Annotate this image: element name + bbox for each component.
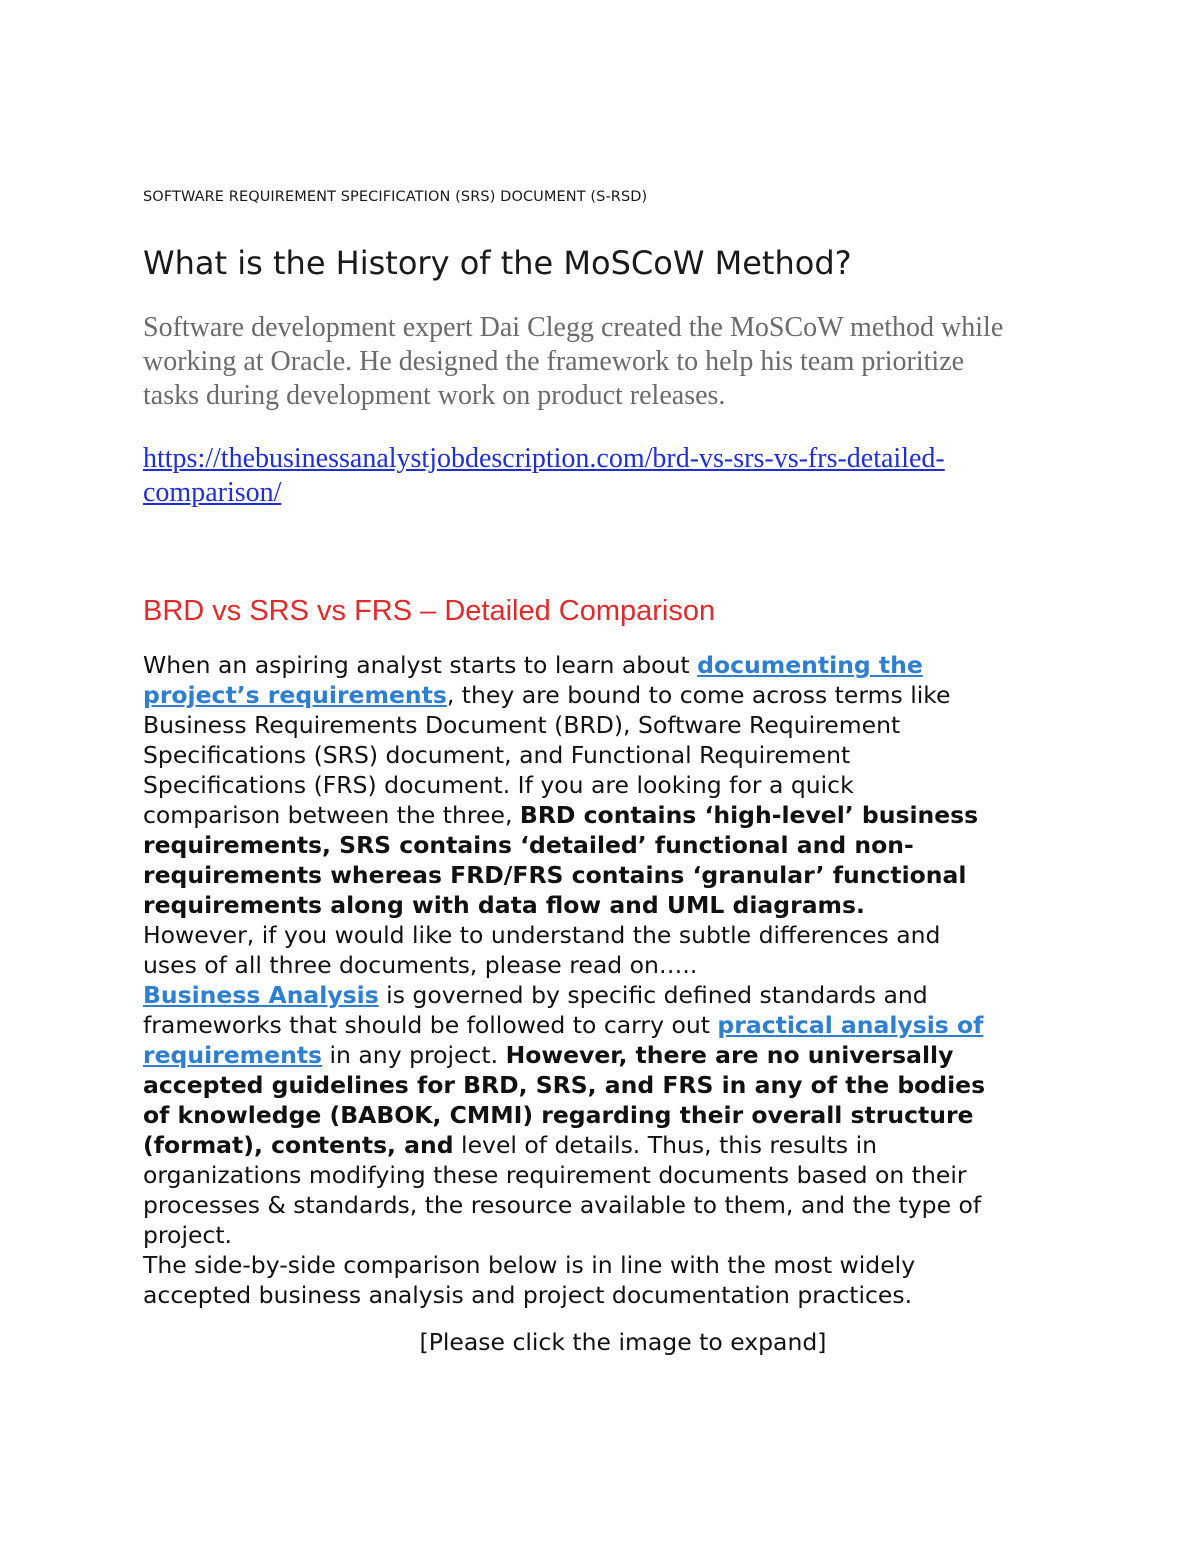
bold-text: accepted guidelines for BRD, SRS, and FRS in any of the bodies — [143, 1071, 986, 1099]
body-line — [143, 830, 1103, 860]
bold-text: BRD contains ‘high-level’ business — [519, 801, 979, 829]
body-line — [143, 1040, 1103, 1070]
bold-text: requirements along with data flow and UML diagrams. — [143, 891, 865, 919]
body-line: The side-by-side comparison below is in line with the most widely — [143, 1251, 916, 1279]
bold-text: However, there are no universally — [505, 1041, 954, 1069]
url-line[interactable]: https://thebusinessanalystjobdescription.com/brd-vs-srs-vs-frs-detailed- — [143, 443, 945, 474]
documenting-requirements-link[interactable]: project’s requirements — [143, 681, 447, 709]
bold-text: of knowledge (BABOK, CMMI) regarding their overall structure — [143, 1101, 974, 1129]
body-line: accepted business analysis and project documentation practices. — [143, 1281, 913, 1309]
body-line: However, if you would like to understand the subtle differences and — [143, 921, 941, 949]
intro-line: tasks during development work on product releases. — [143, 380, 726, 411]
body-line: Specifications (FRS) document. If you are looking for a quick — [143, 771, 854, 799]
comparison-url-link[interactable] — [143, 442, 1103, 510]
comparison-heading: BRD vs SRS vs FRS – Detailed Comparison — [143, 595, 716, 627]
document-type-label: SOFTWARE REQUIREMENT SPECIFICATION (SRS) DOCUMENT (S-RSD) — [143, 189, 648, 205]
body-line: organizations modifying these requirement documents based on their — [143, 1161, 967, 1189]
moscow-intro-paragraph — [143, 311, 1103, 413]
bold-text: requirements whereas FRD/FRS contains ‘granular’ functional — [143, 861, 967, 889]
body-line — [143, 1010, 1103, 1040]
body-line: Specifications (SRS) document, and Functional Requirement — [143, 741, 851, 769]
body-text: level of details. Thus, this results in — [453, 1131, 878, 1159]
body-text: is governed by specific defined standards and — [378, 981, 928, 1009]
body-text: in any project. — [322, 1041, 506, 1069]
intro-line: Software development expert Dai Clegg created the MoSCoW method while — [143, 312, 1004, 343]
body-line — [143, 680, 1103, 710]
url-line[interactable]: comparison/ — [143, 477, 282, 508]
body-line — [143, 800, 1103, 830]
comparison-body — [143, 650, 1103, 1310]
body-line — [143, 1070, 1103, 1100]
body-line — [143, 860, 1103, 890]
body-line: Business Requirements Document (BRD), Software Requirement — [143, 711, 901, 739]
bold-text: requirements, SRS contains ‘detailed’ functional and non- — [143, 831, 914, 859]
body-text: , they are bound to come across terms like — [446, 681, 951, 709]
body-line: project. — [143, 1221, 233, 1249]
body-text: frameworks that should be followed to carry out — [143, 1011, 718, 1039]
image-caption: [Please click the image to expand] — [419, 1328, 827, 1356]
body-text: When an aspiring analyst starts to learn about — [143, 651, 698, 679]
body-text: comparison between the three, — [143, 801, 520, 829]
body-line — [143, 1100, 1103, 1130]
intro-line: working at Oracle. He designed the framework to help his team prioritize — [143, 346, 965, 377]
documenting-requirements-link[interactable]: documenting the — [697, 651, 923, 679]
body-line — [143, 650, 1103, 680]
body-line — [143, 1130, 1103, 1160]
practical-analysis-link[interactable]: practical analysis of — [717, 1011, 984, 1039]
body-line: uses of all three documents, please read on….. — [143, 951, 698, 979]
practical-analysis-link[interactable]: requirements — [143, 1041, 323, 1069]
body-line — [143, 890, 1103, 920]
body-line: processes & standards, the resource available to them, and the type of — [143, 1191, 982, 1219]
moscow-history-heading: What is the History of the MoSCoW Method? — [143, 244, 852, 282]
business-analysis-link[interactable]: Business Analysis — [143, 981, 379, 1009]
body-line — [143, 980, 1103, 1010]
bold-text: (format), contents, and — [143, 1131, 454, 1159]
